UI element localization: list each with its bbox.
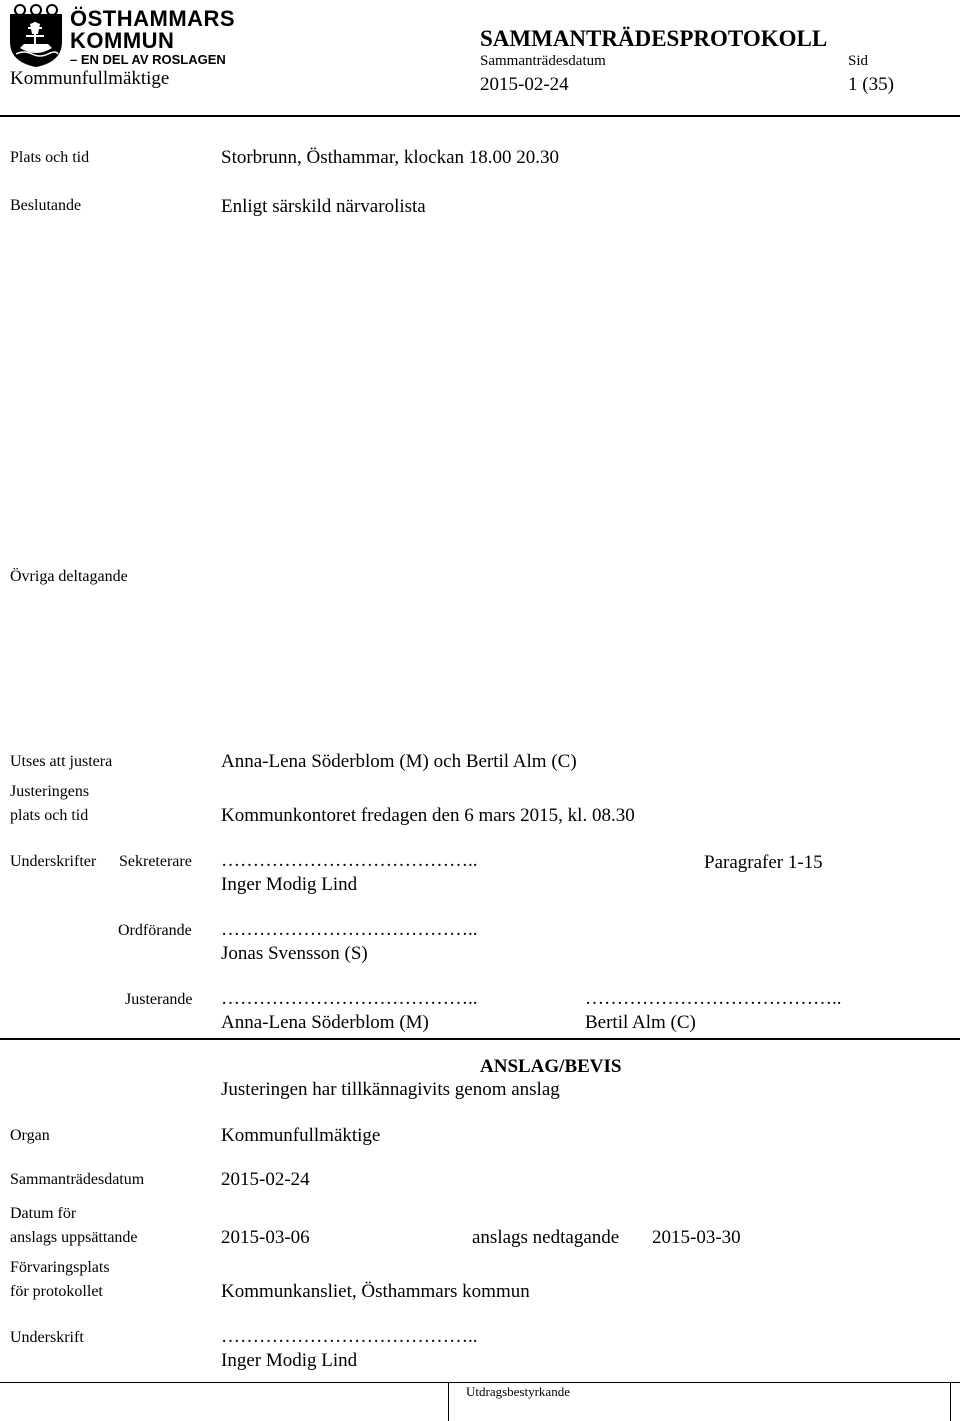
- notice-intro: Justeringen har tillkännagivits genom anslag: [221, 1079, 560, 1100]
- logo-tagline: – EN DEL AV ROSLAGEN: [70, 52, 226, 67]
- municipality-logo: [8, 4, 236, 68]
- deciders-label: Beslutande: [10, 197, 82, 214]
- document-title: SAMMANTRÄDESPROTOKOLL: [480, 26, 828, 51]
- storage-value: Kommunkansliet, Östhammars kommun: [221, 1281, 530, 1302]
- coat-of-arms-icon: [8, 4, 64, 68]
- adjuster2-signature-line: …………………………………..: [585, 988, 842, 1009]
- adjusters-label: Justerande: [125, 991, 193, 1008]
- adjustment-place-label-2: plats och tid: [10, 807, 89, 824]
- appointed-adjusters-label: Utses att justera: [10, 753, 113, 770]
- notice-date-label: Sammanträdesdatum: [10, 1171, 145, 1188]
- chair-signature-line: …………………………………..: [221, 919, 478, 940]
- appointed-adjusters-value: Anna-Lena Söderblom (M) och Bertil Alm (C): [221, 751, 577, 772]
- adjuster1-name: Anna-Lena Söderblom (M): [221, 1012, 429, 1033]
- notice-signature-label: Underskrift: [10, 1329, 84, 1346]
- footer-vertical-line-right: [950, 1382, 951, 1421]
- chair-name: Jonas Svensson (S): [221, 943, 368, 964]
- page-number: 1 (35): [848, 74, 894, 95]
- logo-name-line1: ÖSTHAMMARS: [70, 6, 236, 31]
- paragraphs-range: Paragrafer 1-15: [704, 852, 823, 873]
- signatures-label: Underskrifter: [10, 853, 97, 870]
- secretary-signature-line: …………………………………..: [221, 850, 478, 871]
- posting-date-label-2: anslags uppsättande: [10, 1229, 138, 1246]
- notice-organ-value: Kommunfullmäktige: [221, 1125, 381, 1146]
- logo-name-line2: KOMMUN: [70, 28, 175, 53]
- notice-divider: [0, 1038, 960, 1040]
- posting-date-label-1: Datum för: [10, 1205, 77, 1222]
- storage-label-2: för protokollet: [10, 1283, 103, 1300]
- deciders-value: Enligt särskild närvarolista: [221, 196, 426, 217]
- header-date-label: Sammanträdesdatum: [480, 53, 606, 69]
- chair-label: Ordförande: [118, 922, 192, 939]
- notice-date-value: 2015-02-24: [221, 1169, 310, 1190]
- certified-extract-label: Utdragsbestyrkande: [466, 1384, 570, 1399]
- footer-vertical-line: [448, 1382, 449, 1421]
- place-time-value: Storbrunn, Östhammar, klockan 18.00 20.30: [221, 147, 560, 168]
- posting-date-value: 2015-03-06: [221, 1227, 310, 1248]
- notice-heading: ANSLAG/BEVIS: [480, 1056, 622, 1077]
- footer-divider: [0, 1382, 960, 1383]
- removal-date-value: 2015-03-30: [652, 1227, 741, 1248]
- notice-signature-line: …………………………………..: [221, 1326, 478, 1347]
- storage-label-1: Förvaringsplats: [10, 1259, 110, 1276]
- secretary-name: Inger Modig Lind: [221, 874, 358, 895]
- notice-organ-label: Organ: [10, 1127, 50, 1144]
- secretary-label: Sekreterare: [119, 853, 192, 870]
- adjustment-place-value: Kommunkontoret fredagen den 6 mars 2015, kl. 08.30: [221, 805, 635, 826]
- adjuster2-name: Bertil Alm (C): [585, 1012, 696, 1033]
- adjuster1-signature-line: …………………………………..: [221, 988, 478, 1009]
- place-time-label: Plats och tid: [10, 149, 90, 166]
- page-label: Sid: [848, 53, 869, 69]
- adjustment-place-label-1: Justeringens: [10, 783, 90, 800]
- removal-date-label: anslags nedtagande: [472, 1227, 620, 1248]
- header-date-value: 2015-02-24: [480, 74, 569, 95]
- other-participants-label: Övriga deltagande: [10, 568, 128, 585]
- header-divider: [0, 115, 960, 117]
- organ-name: Kommunfullmäktige: [10, 68, 170, 89]
- notice-signer-name: Inger Modig Lind: [221, 1350, 358, 1371]
